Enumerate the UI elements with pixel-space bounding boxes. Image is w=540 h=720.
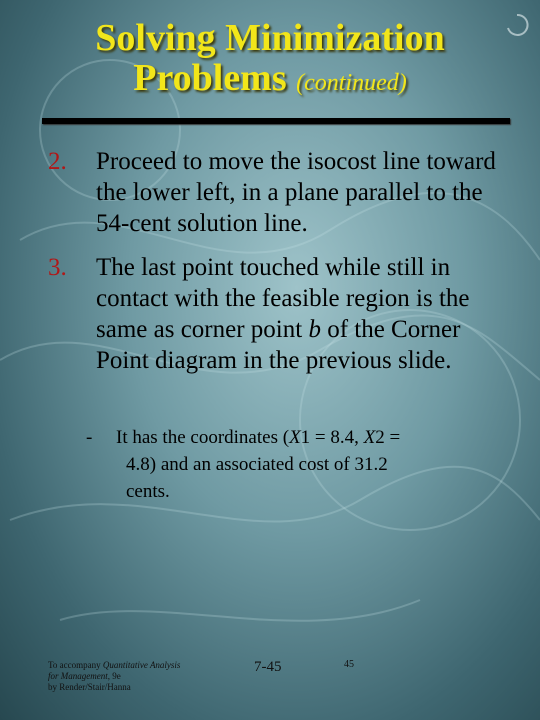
list-number-3: 3.: [48, 254, 67, 281]
title-line2-wrap: [0, 58, 540, 103]
list-text-2: Proceed to move the isocost line toward the lower left, in a plane parallel to the 54-cent solution line.: [96, 148, 496, 237]
title-line1: Solving Minimization: [95, 17, 445, 59]
corner-point-label: b: [308, 316, 321, 343]
footer-line3: by Render/Stair/Hanna: [48, 682, 131, 692]
list-item-3: [48, 252, 508, 376]
list-item-2: [48, 146, 508, 239]
sub-bullet: [86, 424, 506, 505]
title-continued: (continued): [296, 70, 407, 96]
slide-title: [0, 18, 540, 103]
title-line2: Problems: [133, 57, 287, 99]
slide-number: 7-45: [254, 659, 282, 675]
sub-line2: 4.8) and an associated cost of 31.2: [126, 454, 388, 475]
list-text-3: [96, 252, 508, 376]
footer-line2: for Management, 9e: [48, 671, 121, 681]
sub-line3: cents.: [126, 481, 170, 502]
sub-bullet-text: [116, 424, 506, 505]
page-number: 45: [344, 659, 354, 670]
sub-bullet-dash: -: [86, 427, 93, 448]
sub-line1: It has the coordinates (X1 = 8.4, X2 =: [116, 427, 401, 448]
title-divider: [42, 118, 510, 124]
footer-line1: To accompany Quantitative Analysis: [48, 660, 181, 670]
list-text-3-part1: The last point touched while still in contact with the feasible region is the same as corner point: [96, 254, 470, 343]
list-number-2: 2.: [48, 148, 67, 175]
list-text-3-part2: of the Corner Point diagram in the previous slide.: [96, 316, 461, 374]
footer-citation: [48, 660, 218, 693]
